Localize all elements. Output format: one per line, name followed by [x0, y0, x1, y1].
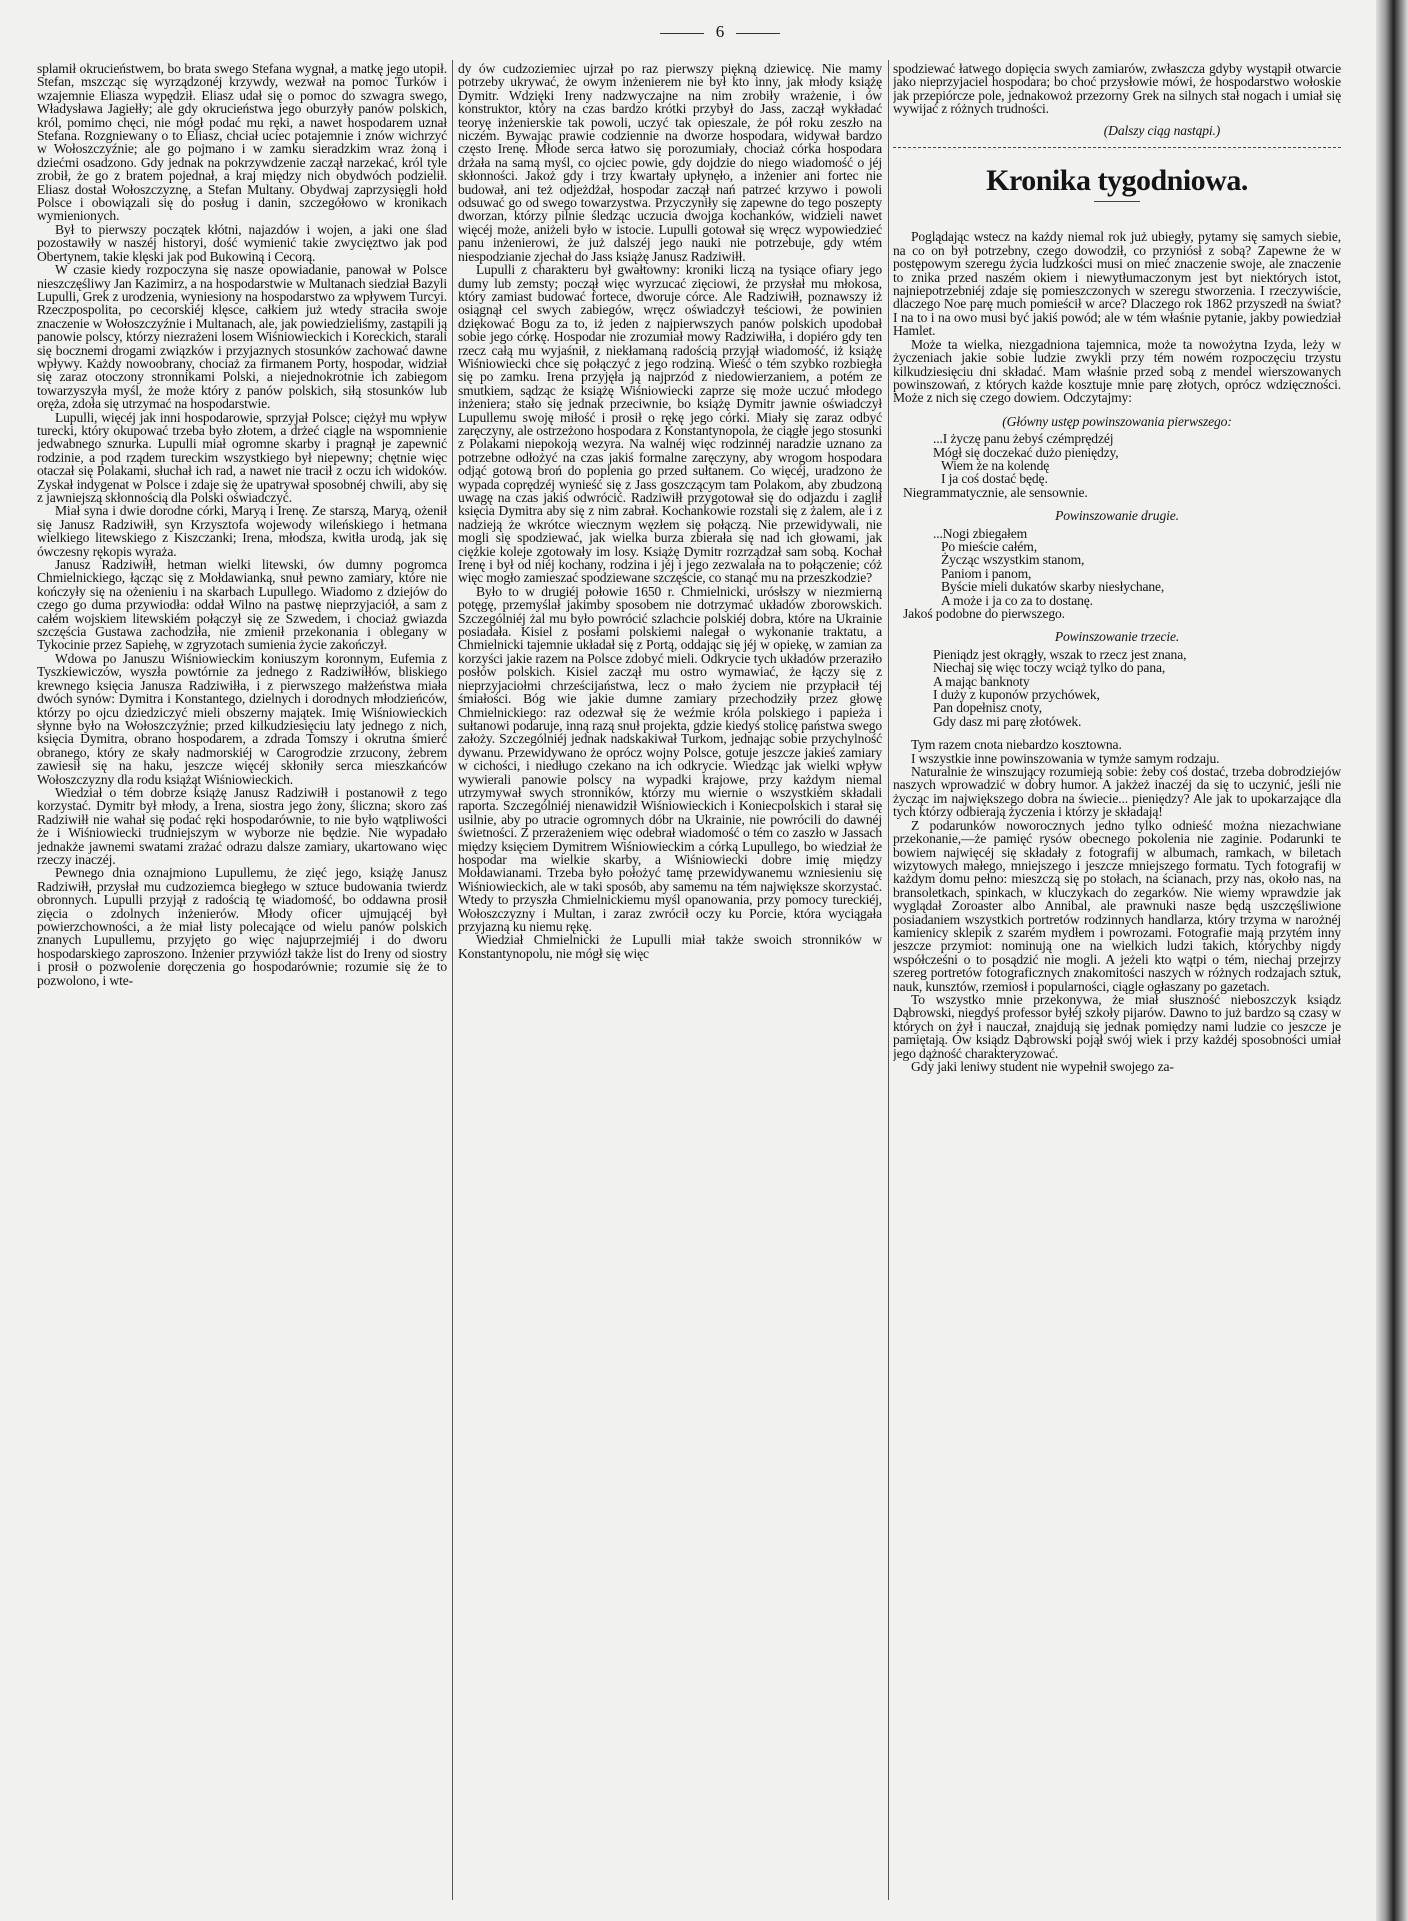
poem-3: [893, 630, 1341, 728]
column-2: [458, 62, 882, 1897]
poem-line: Byście mieli dukatów skarby niesłychane,: [941, 579, 1165, 595]
poem-line: Pan dopełnisz cnoty,: [933, 700, 1043, 716]
poem-title: Powinszowanie trzecie.: [1054, 629, 1180, 645]
paragraph: Wiedział Chmielnicki że Lupulli miał także swoich stronników w Konstantynopolu, nie mógł się więc: [458, 932, 882, 961]
continued-note: (Dalszy ciąg nastąpi.): [1103, 122, 1221, 138]
column-divider: [888, 60, 889, 1900]
column-divider: [452, 60, 453, 1900]
page-number-text: 6: [715, 22, 725, 41]
paragraph: W czasie kiedy rozpoczyna się nasze opowiadanie, panował w Polsce nieszczęśliwy Jan Kazimirz, a na hospodarstwie w Multanach siedział Bazyli Lupulli, Grek z urodzenia, wyniesiony na hospodarstwo za wpływem Turcyi. Rzeczpospolita, po cecorskiéj klęsce, całkiem już wtedy straciła swoje znaczenie w Wołoszczyźnie i Multanach, ale, jak powiedzieliśmy, zastąpili ją panowie polscy, którzy niezrażeni losem Wiśniowieckich i Koreckich, starali się bocznemi drogami związków i przyjaznych stosunków zachować dawne wpływy. Każdy nowoobrany, chociaż za firmanem Porty, hospodar, widział się zaraz otoczony stronnikami Polski, a niejednokrotnie ich zabiegom towarzyszyła myśl, że może który z panów polskich, siłą stosunków lub oręża, zdoła się utrzymać na hospodarstwie.: [37, 262, 447, 412]
title-rule: [1094, 201, 1140, 202]
poem-1: [893, 415, 1341, 499]
paragraph: Janusz Radziwiłł, hetman wielki litewski, ów dumny pogromca Chmielnickiego, łącząc się z Mołdawianką, snuł pewno zamiary, które nie kończyły się na ożenieniu i na skarbach Lupullego. Wiadomo z dziejów do czego go duma przywiodła: oddał Wilno na pastwę nieprzyjaciół, a sam z całém wojskiem litewskiém połączył się ze Szwedem, i chociaż gwiazda szczęścia Gustawa zachodziła, nie zmienił przekonania i oblegany w Tykocinie przez Sapiehę, w zgryzotach sumienia życie zakończył.: [37, 557, 447, 653]
poem-line: Pieniądz jest okrągły, wszak to rzecz jest znana,: [933, 646, 1187, 662]
paragraph: Miał syna i dwie dorodne córki, Maryą i Irenę. Ze starszą, Maryą, ożenił się Janusz Radziwiłł, syn Krzysztofa wojewody wileńskiego i hetmana wielkiego litewskiego z Kiszczanki; Irena, młodsza, kwitła urodą, jak się ówczesny rękopis wyraża.: [37, 503, 447, 559]
dash-rule: [736, 33, 780, 34]
poem-line: Mógł się doczekać dużo pieniędzy,: [933, 444, 1119, 460]
poem-line: Paniom i panom,: [941, 565, 1032, 581]
paragraph: splamił okrucieństwem, bo brata swego Stefana wygnał, a matkę jego utopił. Stefan, mszcząc się wyrządzonéj krzywdy, wezwał na pomoc Turków i wzajemnie Eliasza wypędził. Eliasz udał się o pomoc do szwagra swego, Władysława Jagiełły; ale gdy okrucieństwa jego oburzyły panów polskich, król, pomimo chęci, nie mógł podać mu ręki, a nawet hospodarem uznał Stefana. Rozgniewany o to Eliasz, chciał uciec potajemnie i znów wichrzyć w Wołoszczyźnie; ale go pojmano i w zamku sieradzkim wraz żoną i dziećmi osadzono. Gdy jednak na pokrzywdzenie zaczął narzekać, król tyle zrobił, że go z bratem pojednał, a kraj między nich obydwóch podzielił. Eliasz dostał Wołoszczyznę, a Stefan Multany. Obydwaj zaprzysięgli hołd Polsce i obowiązali się do posług i danin, szczegółowo w kronikach wymienionych.: [37, 62, 447, 224]
section-title: Kronika tygodniowa.: [986, 164, 1248, 198]
poem-comment: Jakoś podobne do pierwszego.: [903, 606, 1065, 621]
paragraph: Wdowa po Januszu Wiśniowieckim koniuszym koronnym, Eufemia z Tyszkiewiczów, wyszła powtórnie za jednego z Radziwiłłów, bliskiego krewnego księcia Janusza Radziwiłła, i z pierwszego małżeństwa miała dwóch synów: Dymitra i Konstantego, dzielnych i dorodnych młodzieńców, którzy po ojcu dziedziczyć mieli obszerny majątek. Imię Wiśniowieckich słynne było na Wołoszczyźnie; przed kilkudziesięciu laty jednego z nich, księcia Dymitra, obrano hospodarem, a zdrada Tomszy i okrutna śmierć obranego, który ze skały nadmorskiéj w Carogrodzie zrzucony, żebrem zawiesił się na haku, jeszcze więcéj skłoniły serca mieszkańców Wołoszczyzny dla rodu książąt Wiśniowieckich.: [37, 650, 447, 787]
poem-line: Życząc wszystkim stanom,: [941, 552, 1085, 568]
poem-line: Wiem że na kolendę: [941, 457, 1050, 473]
page-number: [590, 22, 850, 42]
paragraph: Z podarunków noworocznych jedno tylko odnieść można niezachwiane przekonanie,—że pamięć rysów obecnego pokolenia nie zaginie. Podarunki te bowiem najwięcéj się składały z fotografij w albumach, ramkach, w biletach wizytowych małego, mniejszego i jeszcze mniejszego formatu. Tych fotografij w każdym domu pełno: mieszczą się po stołach, na ścianach, przy nas, około nas, na bransoletkach, spinkach, w kluczykach do zegarków. Nie wiemy wprawdzie jak wyglądał Zoroaster albo Annibal, ale prawnuki nasze będą uszczęśliwione posiadaniem wszystkich portretów rodzinnych handlarza, który trzyma w narożnéj kamienicy sklepik z szarém mydłem i powrozami. Fotografie mają przytém inny jeszcze przymiot: nominują one na wielkich ludzi takich, którychby nigdy współcześni o to posądzić nie mogli. A jeżeli kto wątpi o tém, niechaj przejrzy szereg portretów fotograficznych znakomitości naszych w różnych rodzajach sztuk, nauk, kunsztów, rzemiosł i popularności, ciągle ogłaszany po gazetach.: [893, 817, 1341, 994]
paragraph: To wszystko mnie przekonywa, że miał słuszność nieboszczyk ksiądz Dąbrowski, niegdyś professor byłéj szkoły pijarów. Dawno to już bardzo są czasy w których on żył i nauczał, znajdują się jednak pomiędzy nami ludzie co jeszcze je pamiętają. Ów ksiądz Dąbrowski pojął swój wiek i przy każdéj sposobności umiał jego dążność charakteryzować.: [893, 991, 1341, 1061]
paragraph: Naturalnie że winszujący rozumieją sobie: żeby coś dostać, trzeba dobrodziejów naszych wprowadzić w dobry humor. A jakżeż inaczéj da się to uczynić, jeśli nie życząc im największego dobra na świecie... pieniędzy? Ale jak to upokarzające dla tych którzy odbierają życzenia i którzy je składają!: [893, 764, 1341, 820]
column-3: [893, 62, 1341, 1897]
poem-2: [893, 509, 1341, 620]
paragraph: Może ta wielka, niezgadniona tajemnica, może ta nowożytna Izyda, leży w życzeniach jakie sobie ludzie zwykli przy tém nowém rozpoczęciu trzystu kilkudziesięciu dni składać. Mam właśnie przed sobą z mendel wierszowanych powinszowań, z których każde kosztuje mnie parę złotych, oprócz wdzięczności. Może z nich się czego dowiem. Odczytajmy:: [893, 336, 1341, 406]
paragraph: Wiedział o tém dobrze książę Janusz Radziwiłł i postanowił z tego korzystać. Dymitr był młody, a Irena, siostra jego żony, śliczna; skoro zaś Radziwiłł nie wahał się podać ręki hospodarównie, to nie było wątpliwości że i Wiśniowiecki trudniejszym w wyborze nie będzie. Nie wypadało jednakże jawnemi swatami zrażać odrazu dalsze zamiary, ukartowano więc rzeczy inaczéj.: [37, 784, 447, 867]
page-binding-edge: [1376, 0, 1408, 1921]
poem-line: Gdy dasz mi parę złotówek.: [933, 713, 1082, 729]
poem-line: I ja coś dostać będę.: [941, 471, 1048, 487]
paragraph: Pewnego dnia oznajmiono Lupullemu, że zięć jego, książę Janusz Radziwiłł, przysłał mu cudzoziemca biegłego w sztuce budowania twierdz obronnych. Lupulli przyjął z radością tę wiadomość, bo oddawna prosił zięcia o zdolnych inżenierów. Młody oficer ujmującéj był powierzchowności, a że miał listy polecające od wielu panów polskich znanych Lupullemu, przyjęto go więc najuprzejmiéj i do dworu hospodarskiego zaproszono. Inżenier przywiózł także list do Ireny od siostry i prosił o pozwolenie doręczenia go hospodarównie; rozumie się że to pozwolono, i wte-: [37, 865, 447, 988]
poem-line: Po mieście całém,: [941, 538, 1037, 554]
paragraph: Lupulli, więcéj jak inni hospodarowie, sprzyjał Polsce; ciężył mu wpływ turecki, który okupować trzeba było złotem, a drżeć ciągle na wspomnienie jedwabnego sznurka. Lupulli miał ogromne skarby i pragnął je zapewnić rodzinie, a pod rządem tureckim wszystkiego był niepewny; chętnie więc otaczał się Polakami, słuchał ich rad, a nawet nie tracił z oczu ich widoków. Zyskał indygenat w Polsce i zdaje się że upatrywał sposobnéj chwili, aby się z jawniejszą skłonnością dla Polski oświadczyć.: [37, 409, 447, 505]
poem-line: Niechaj się więc toczy wciąż tylko do pana,: [933, 660, 1166, 676]
story-ending: spodziewać łatwego dopięcia swych zamiarów, zwłaszcza gdyby wystąpił otwarcie jako nieprzyjaciel hospodara; bo choć przysłowie mówi, że hospodarstwo wołoskie jak przepiórcze pole, jednakowoż przezorny Grek na silnych stał nogach i umiał się wywijać z różnych trudności.: [893, 62, 1341, 117]
poem-title: (Główny ustęp powinszowania pierwszego:: [1002, 413, 1232, 429]
poem-line: I duży z kuponów przychówek,: [933, 687, 1100, 703]
paragraph: dy ów cudzoziemiec ujrzał po raz pierwszy piękną dziewicę. Nie mamy potrzeby ukrywać, że owym inżenierem nie był kto inny, jak młody książę Dymitr. Wdzięki Ireny nadzwyczajne na nim zrobiły wrażenie, i ów konstruktor, który na czas bardzo krótki przybył do Jass, zaczął wykładać teoryę inżenierskie tak powoli, uczyć tak opieszale, że pół roku zeszło na niczém. Bywając prawie codziennie na dworze hospodara, widywał bardzo często Irenę. Młode serca łatwo się porozumiały, chociaż córka hospodara drżała na samą myśl, co ojciec powie, gdy dojdzie do niego wiadomość o jéj skłonności. Jakoż gdy i trzy kwartały upłynęło, a inżenier ani fortec nie budował, ani też odjeżdżał, hospodar zaczął nań patrzeć krzywo i powoli odsuwać go od swego towarzystwa. Przyczyniły się zapewne do tego poszepty dworzan, którzy pilnie śledząc uczucia dwojga kochanków, widzieli nawet więcéj może, aniżeli było w istocie. Lupulli gotował się wręcz wypowiedzieć panu inżenierowi, że już dalszéj jego nauki nie potrzebuje, gdy wtém niespodzianie zjechał do Jass książę Janusz Radziwiłł.: [458, 62, 882, 264]
paragraph: Lupulli z charakteru był gwałtowny: kroniki liczą na tysiące ofiary jego dumy lub zemsty; począł więc wyrzucać zięciowi, że przysłał mu młokosa, który zamiast budować fortece, dworuje córce. Ale Radziwiłł, poznawszy iż osiągnął cel swych zabiegów, wręcz oświadczył teściowi, że powinien dziękować Bogu za to, iż jeden z najpierwszych panów polskich upodobał sobie jego córkę. Hospodar nie zrozumiał mowy Radziwiłła, i dopiéro gdy ten rzecz całą mu wyjaśnił, z niekłamaną radością przyjął wiadomość, iż książę Wiśniowiecki chce się połączyć z jego rodziną. Wieść o tém szybko rozbiegła się po zamku. Irena przyjęła ją najprzód z niedowierzaniem, a potém ze smutkiem, sądząc że książę Wiśniowiecki zaprze się może uczuć młodego inżeniera; stało się jednak przeciwnie, bo książę Dymitr jawnie oświadczył Lupullemu swoję miłość i prosił o rękę jego córki. Miały się zaraz odbyć zaręczyny, ale ostrzeżono hospodara z Konstantynopola, że ciągłe jego stosunki z Polakami niepokoją wezyra. Na walnéj więc rodzinnéj naradzie uznano za potrzebne odłożyć na czas jakiś formalne zaręczyny, aby wrogom hospodara odjąć gotową broń do poplenia go przed sułtanem. Co więcéj, uradzono że wypada coprędzéj wynieść się z Jass goszczącym tam Polakom, aby zbudzoną uwagę na czas jakiś odwrócić. Radziwiłł przygotował się do odjazdu i zaglił księcia Dymitra aby się z nim zabrał. Kochankowie rozstali się z żalem, ale i z nadzieją że wkrótce wiecznym węzłem się połączą. Nie przewidywali, nie mogli się spodziewać, jak wielka burza zbierała się nad ich głowami, jak ciężkie koleje zgotowały im losy. Książę Dymitr rozrządzał sam sobą. Kochał Irenę i był od niéj kochany, rodzina i jéj i jego zezwalała na to połączenie; cóż więc mogło zamieszać spodziewane szczęście, co stanąć mu na przeszkodzie?: [458, 262, 882, 586]
poem-comment: Niegrammatycznie, ale sensownie.: [903, 484, 1088, 500]
poem-line: A mając banknoty: [933, 673, 1030, 689]
poem-line: ...Nogi zbiegałem: [933, 525, 1028, 541]
section-divider: [893, 147, 1341, 148]
paragraph: Poglądając wstecz na każdy niemal rok już ubiegły, pytamy się samych siebie, na co on był potrzebny, czego dowodził, co przyniósł z sobą? Zapewne że w postępowym szeregu życia ludzkości musi on mieć znaczenie swoje, ale znaczenie to znika przed naszém okiem i niewytłumaczonym jest byt niektórych istot, najniepotrzebniéj zdaje się pomieszczonych w szeregu stworzenia. I rzeczywiście, dlaczego Noe parę much pomieścił w arce? Dlaczego rok 1862 przyszedł na świat? I na to i na owo musi być jakiś powód; ale w tém właśnie pytanie, jakby powiedział Hamlet.: [893, 229, 1341, 339]
paragraph: Był to pierwszy początek kłótni, najazdów i wojen, a jaki one ślad pozostawiły w naszéj historyi, dość wymienić takie zwycięztwo jak pod Obertynem, takie klęski jak pod Bukowiną i Cecorą.: [37, 221, 447, 264]
paragraph: Gdy jaki leniwy student nie wypełnił swojego za-: [911, 1059, 1174, 1074]
paragraph: Było to w drugiéj połowie 1650 r. Chmielnicki, urósłszy w niezmierną potęgę, przemyślał jakimby sposobem nie dotrzymać układów zborowskich. Szczególniéj żal mu było powrócić szlachcie polskiéj dobra, które na Ukrainie posiadała. Kisiel z posłami polskiemi nalegał o wykonanie traktatu, a Chmielnicki tajemnie układał się z Portą, oddając się jéj w opiekę, w zamian za korzyści jakie razem na Polsce zdobyć mieli. Odkrycie tych układów przeraziło posłów polskich. Kisiel zaczął mu ostro wymawiać, że łączy się z nieprzyjaciołmi chrześcijaństwa, lecz o mało życiem nie przypłacił téj śmiałości. Bóg wie jakie dumne zamiary przechodziły przez głowę Chmielnickiego: raz odezwał się że weźmie króla polskiego i papieża i sułtanowi podaruje, inną razą snuł projekta, gdzie kiedyś stolicę państwa swego założy. Szczególniéj jednak nadskakiwał Turkom, jednając sobie przychylność dywanu. Przewidywano że oprócz wojny Polsce, gotuje jeszcze jakieś zamiary w cichości, i niedługo czekano na ich odkrycie. Wiedząc jak wielki wpływ wywierali panowie polscy na wypadki krajowe, przy każdym niemal utrzymywał swych stronników, którzy mu wiernie o wszystkiém składali raporta. Szczególniéj nienawidził Wiśniowieckich i Koniecpolskich i starał się usilnie, aby po utracie ogromnych dóbr na Ukrainie, nie powrócili do dawnéj świetności. Z przerażeniem więc odebrał wiadomość o tém co zaszło w Jassach między księciem Dymitrem Wiśniowieckim a córką Lupullego, bo wiedział że hospodar ma wielkie skarby, a Wiśniowiecki dobre imię między Mołdawianami. Trzeba było położyć tamę przewidywanemu wzniesieniu się Wiśniowieckich, ale w taki sposób, aby samemu na tém największe skorzystać. Wtedy to przyszła Chmielnickiemu myśl opanowania, przy pomocy tureckiéj, Wołoszczyzny i Multan, i zaraz zwrócił oczy ku Porcie, która wyciągała przyjazną ku niemu rękę.: [458, 583, 882, 934]
paragraph: I wszystkie inne powinszowania w tymże samym rodzaju.: [911, 750, 1220, 766]
dash-rule: [660, 33, 704, 34]
column-1: [37, 62, 447, 1897]
poem-title: Powinszowanie drugie.: [1055, 508, 1179, 524]
poem-line: A może i ja co za to dostanę.: [941, 592, 1093, 608]
poem-line: ...I życzę panu żebyś czémprędzéj: [933, 431, 1114, 447]
paragraph: Tym razem cnota niebardzo kosztowna.: [911, 737, 1122, 753]
